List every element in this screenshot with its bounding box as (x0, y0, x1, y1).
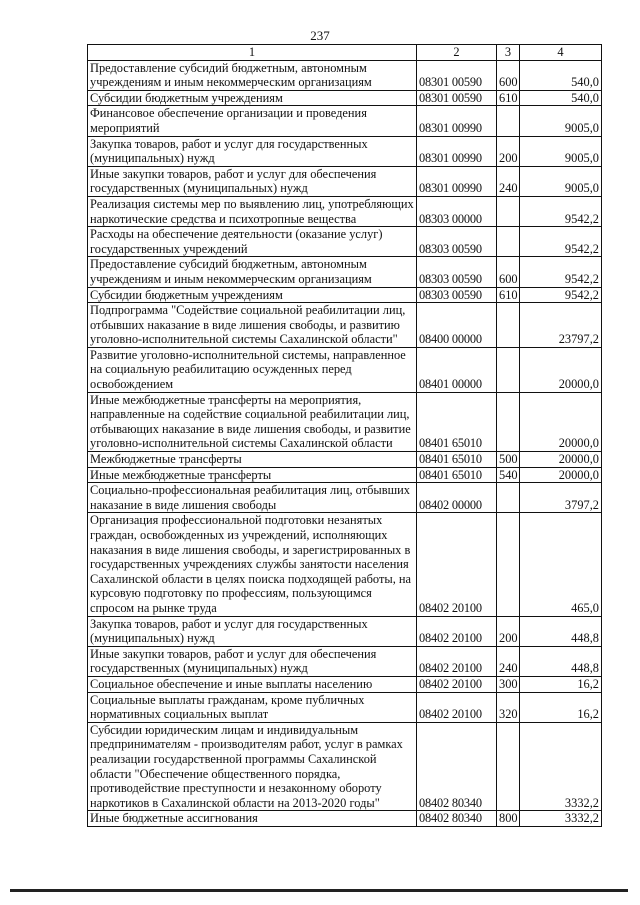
row-type-cell (497, 303, 520, 348)
row-name-cell: Развитие уголовно-исполнительной системы, направленное на социальную реабилитацию осужденных перед освобождением (88, 347, 417, 392)
row-type-cell: 200 (497, 616, 520, 646)
row-code-cell: 08301 00590 (417, 90, 497, 106)
row-sum-cell: 9542,2 (520, 257, 602, 287)
row-type-cell (497, 722, 520, 811)
row-name-cell: Социальное обеспечение и иные выплаты населению (88, 676, 417, 692)
budget-table (87, 44, 602, 827)
row-sum-cell: 540,0 (520, 60, 602, 90)
table-row (88, 106, 602, 136)
row-sum-cell: 465,0 (520, 513, 602, 616)
row-sum-cell: 20000,0 (520, 467, 602, 483)
table-row (88, 196, 602, 226)
row-code-cell: 08400 00000 (417, 303, 497, 348)
table-row (88, 467, 602, 483)
row-code-cell: 08401 65010 (417, 467, 497, 483)
row-code-cell: 08402 20100 (417, 646, 497, 676)
row-type-cell: 600 (497, 257, 520, 287)
table-row (88, 166, 602, 196)
row-type-cell: 320 (497, 692, 520, 722)
table-row (88, 646, 602, 676)
table-row (88, 513, 602, 616)
table-row (88, 692, 602, 722)
table-row (88, 392, 602, 451)
row-code-cell: 08301 00990 (417, 136, 497, 166)
table-row (88, 136, 602, 166)
row-code-cell: 08303 00590 (417, 287, 497, 303)
row-code-cell: 08401 65010 (417, 452, 497, 468)
row-name-cell: Межбюджетные трансферты (88, 452, 417, 468)
row-name-cell: Иные межбюджетные трансферты на мероприятия, направленные на содействие социальной реабилитации лиц, отбывающих наказание в виде лишения свободы, и развитие уголовно-исполнительной системы Сахалинской области (88, 392, 417, 451)
row-type-cell: 500 (497, 452, 520, 468)
row-name-cell: Расходы на обеспечение деятельности (оказание услуг) государственных учреждений (88, 227, 417, 257)
row-type-cell (497, 392, 520, 451)
row-type-cell: 300 (497, 676, 520, 692)
row-sum-cell: 9542,2 (520, 196, 602, 226)
row-code-cell: 08301 00590 (417, 60, 497, 90)
row-code-cell: 08402 20100 (417, 692, 497, 722)
row-sum-cell: 9542,2 (520, 287, 602, 303)
row-name-cell: Иные бюджетные ассигнования (88, 811, 417, 827)
row-code-cell: 08402 20100 (417, 616, 497, 646)
row-name-cell: Субсидии бюджетным учреждениям (88, 90, 417, 106)
row-name-cell: Финансовое обеспечение организации и проведения мероприятий (88, 106, 417, 136)
row-name-cell: Закупка товаров, работ и услуг для государственных (муниципальных) нужд (88, 616, 417, 646)
row-code-cell: 08402 80340 (417, 722, 497, 811)
row-sum-cell: 9005,0 (520, 106, 602, 136)
table-row (88, 616, 602, 646)
table-row (88, 90, 602, 106)
table-row (88, 227, 602, 257)
header-col-3: 3 (497, 45, 520, 61)
row-code-cell: 08303 00000 (417, 196, 497, 226)
row-sum-cell: 16,2 (520, 692, 602, 722)
header-col-4: 4 (520, 45, 602, 61)
row-name-cell: Иные закупки товаров, работ и услуг для обеспечения государственных (муниципальных) нужд (88, 646, 417, 676)
row-code-cell: 08301 00990 (417, 166, 497, 196)
row-sum-cell: 16,2 (520, 676, 602, 692)
row-type-cell (497, 513, 520, 616)
row-name-cell: Иные межбюджетные трансферты (88, 467, 417, 483)
row-name-cell: Организация профессиональной подготовки незанятых граждан, освобожденных из учреждений, исполняющих наказания в виде лишения свободы, и зарегистрированных в государственных учреждениях службы занятости населения Сахалинской области в целях поиска подходящей работы, на курсовую подготовку по профессиям, пользующимся спросом на рынке труда (88, 513, 417, 616)
row-type-cell: 240 (497, 166, 520, 196)
row-name-cell: Реализация системы мер по выявлению лиц, употребляющих наркотические средства и психотропные вещества (88, 196, 417, 226)
table-row (88, 257, 602, 287)
row-name-cell: Социально-профессиональная реабилитация лиц, отбывших наказание в виде лишения свободы (88, 483, 417, 513)
row-name-cell: Иные закупки товаров, работ и услуг для обеспечения государственных (муниципальных) нужд (88, 166, 417, 196)
table-row (88, 452, 602, 468)
row-name-cell: Предоставление субсидий бюджетным, автономным учреждениям и иным некоммерческим организациям (88, 60, 417, 90)
row-sum-cell: 9542,2 (520, 227, 602, 257)
header-col-2: 2 (417, 45, 497, 61)
row-code-cell: 08402 20100 (417, 676, 497, 692)
table-row (88, 676, 602, 692)
table-row (88, 811, 602, 827)
table-row (88, 303, 602, 348)
row-sum-cell: 20000,0 (520, 347, 602, 392)
row-sum-cell: 3797,2 (520, 483, 602, 513)
row-name-cell: Подпрограмма "Содействие социальной реабилитации лиц, отбывших наказание в виде лишения свободы, и развитию уголовно-исполнительной системы Сахалинской области" (88, 303, 417, 348)
row-type-cell: 240 (497, 646, 520, 676)
row-code-cell: 08401 65010 (417, 392, 497, 451)
row-code-cell: 08301 00990 (417, 106, 497, 136)
row-sum-cell: 20000,0 (520, 452, 602, 468)
row-code-cell: 08303 00590 (417, 257, 497, 287)
row-code-cell: 08401 00000 (417, 347, 497, 392)
row-code-cell: 08402 00000 (417, 483, 497, 513)
row-code-cell: 08402 20100 (417, 513, 497, 616)
row-name-cell: Социальные выплаты гражданам, кроме публичных нормативных социальных выплат (88, 692, 417, 722)
row-type-cell: 610 (497, 287, 520, 303)
header-col-1: 1 (88, 45, 417, 61)
row-name-cell: Субсидии юридическим лицам и индивидуальным предпринимателям - производителям работ, услуг в рамках реализации государственной программы Сахалинской области "Обеспечение общественного порядка, противодействие преступности и незаконному обороту наркотиков в Сахалинской области на 2013-2020 годы" (88, 722, 417, 811)
table-row (88, 722, 602, 811)
bottom-rule (10, 889, 628, 892)
table-row (88, 287, 602, 303)
row-sum-cell: 9005,0 (520, 136, 602, 166)
table-row (88, 60, 602, 90)
row-type-cell (497, 347, 520, 392)
row-code-cell: 08303 00590 (417, 227, 497, 257)
row-type-cell: 540 (497, 467, 520, 483)
row-sum-cell: 3332,2 (520, 811, 602, 827)
page-number: 237 (310, 28, 330, 43)
row-sum-cell: 3332,2 (520, 722, 602, 811)
row-name-cell: Предоставление субсидий бюджетным, автономным учреждениям и иным некоммерческим организациям (88, 257, 417, 287)
row-sum-cell: 20000,0 (520, 392, 602, 451)
table-row (88, 347, 602, 392)
row-type-cell: 800 (497, 811, 520, 827)
row-sum-cell: 448,8 (520, 616, 602, 646)
row-type-cell (497, 227, 520, 257)
row-code-cell: 08402 80340 (417, 811, 497, 827)
row-sum-cell: 23797,2 (520, 303, 602, 348)
row-name-cell: Субсидии бюджетным учреждениям (88, 287, 417, 303)
row-type-cell: 600 (497, 60, 520, 90)
row-sum-cell: 9005,0 (520, 166, 602, 196)
table-row (88, 483, 602, 513)
row-type-cell: 610 (497, 90, 520, 106)
table-header-row (88, 45, 602, 61)
row-type-cell (497, 106, 520, 136)
row-sum-cell: 540,0 (520, 90, 602, 106)
row-type-cell (497, 483, 520, 513)
row-sum-cell: 448,8 (520, 646, 602, 676)
row-name-cell: Закупка товаров, работ и услуг для государственных (муниципальных) нужд (88, 136, 417, 166)
row-type-cell: 200 (497, 136, 520, 166)
row-type-cell (497, 196, 520, 226)
